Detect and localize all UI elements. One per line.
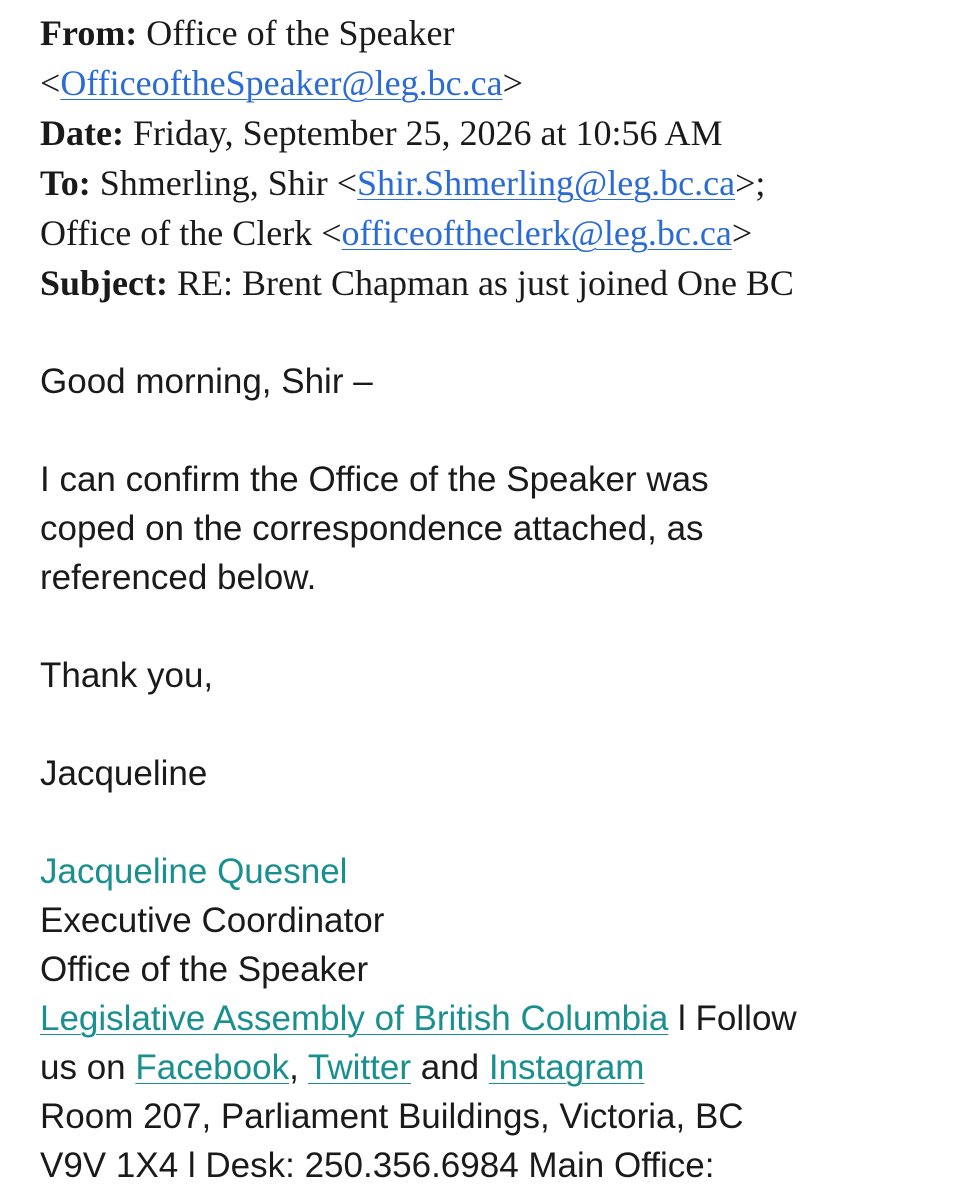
paragraph-line-3: referenced below. [40, 558, 317, 597]
to-line-2: Office of the Clerk <officeoftheclerk@leg.bc.ca> [40, 213, 753, 253]
subject-value: RE: Brent Chapman as just joined One BC [177, 263, 794, 303]
to-line: To: Shmerling, Shir <Shir.Shmerling@leg.bc.ca>; [40, 163, 766, 203]
facebook-link[interactable]: Facebook [135, 1048, 290, 1087]
paragraph-line-1: I can confirm the Office of the Speaker was [40, 460, 709, 499]
from-email-line: <OfficeoftheSpeaker@leg.bc.ca> [40, 63, 523, 103]
signoff: Jacqueline [40, 754, 208, 793]
signature-office: Office of the Speaker [40, 950, 369, 989]
from-name: Office of the Speaker [146, 13, 455, 53]
to-name-2: Office of the Clerk [40, 213, 313, 253]
greeting: Good morning, Shir – [40, 362, 373, 401]
date-line [40, 108, 960, 158]
signature-social-line [40, 1043, 960, 1092]
signature-name: Jacqueline Quesnel [40, 852, 348, 891]
signature-title: Executive Coordinator [40, 901, 385, 940]
signature-assembly-line [40, 994, 960, 1043]
assembly-link[interactable]: Legislative Assembly of British Columbia [40, 999, 669, 1038]
instagram-link[interactable]: Instagram [488, 1048, 645, 1087]
paragraph-line-2: coped on the correspondence attached, as [40, 509, 704, 548]
signature-postal-phone: V9V 1X4 l Desk: 250.356.6984 Main Office: [40, 1146, 715, 1185]
to-email-link-1[interactable]: Shir.Shmerling@leg.bc.ca [357, 163, 736, 203]
from-email-link[interactable]: OfficeoftheSpeaker@leg.bc.ca [60, 63, 503, 103]
signature-address: Room 207, Parliament Buildings, Victoria, BC [40, 1097, 744, 1136]
from-line [40, 8, 960, 58]
email-header [40, 8, 960, 308]
date-value: Friday, September 25, 2026 at 10:56 AM [132, 113, 723, 153]
subject-line [40, 258, 960, 308]
date-label: Date: [40, 113, 124, 153]
email-body [40, 357, 960, 1190]
follow-text: l Follow [668, 999, 797, 1038]
twitter-link[interactable]: Twitter [307, 1048, 411, 1087]
to-name-1: Shmerling, Shir [99, 163, 328, 203]
subject-label: Subject: [40, 263, 168, 303]
and-text: and [410, 1048, 489, 1087]
to-email-link-2[interactable]: officeoftheclerk@leg.bc.ca [341, 213, 732, 253]
to-label: To: [40, 163, 91, 203]
from-label: From: [40, 13, 138, 53]
closing: Thank you, [40, 656, 214, 695]
us-on-text: us on [40, 1048, 136, 1087]
comma-separator: , [289, 1048, 308, 1087]
